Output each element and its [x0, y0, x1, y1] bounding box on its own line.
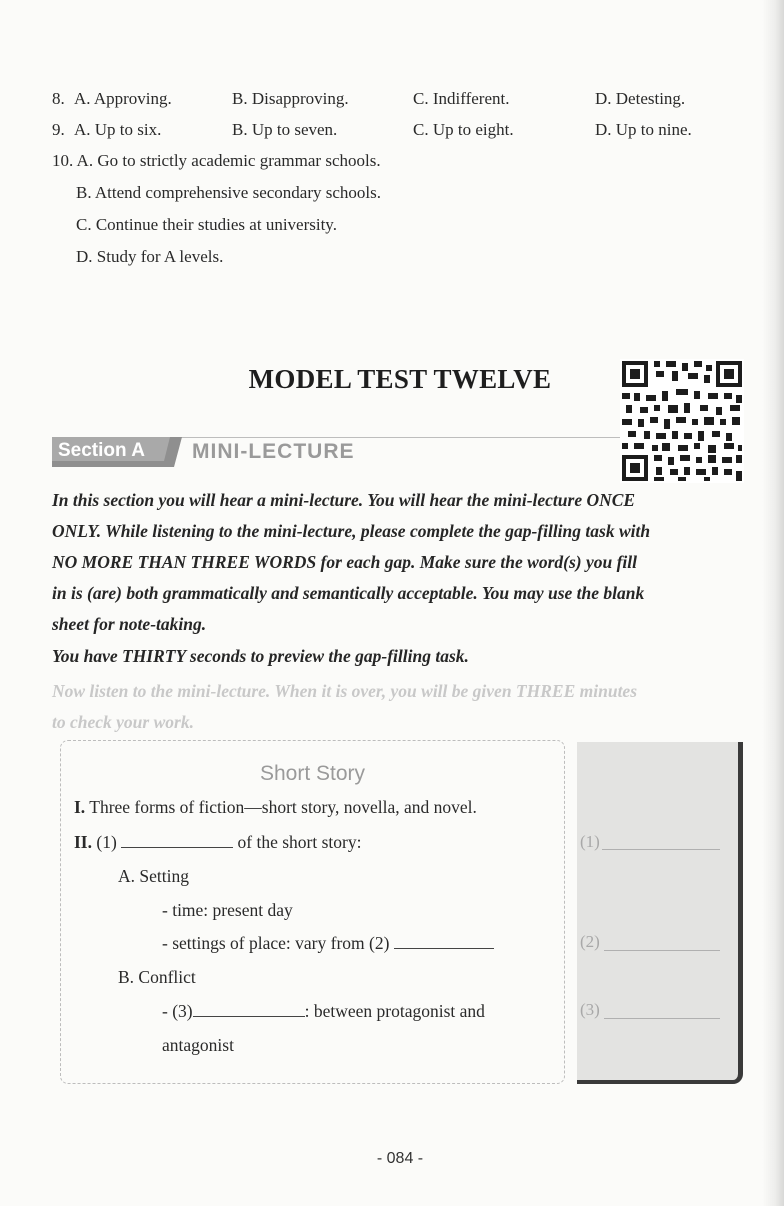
conflict-text: : between protagonist and — [304, 1001, 485, 1021]
item-2-text: of the short story: — [237, 832, 362, 852]
q10-option-c: C. Continue their studies at university. — [76, 215, 337, 234]
gap-filling-task-box — [60, 740, 565, 1084]
conflict-heading: B. Conflict — [118, 967, 196, 987]
side-gap-3: (3) — [580, 1000, 600, 1019]
side-answer-page — [577, 742, 743, 1084]
instruction-line-4: in is (are) both grammatically and semantically acceptable. You may use the blank — [52, 583, 645, 603]
q10-option-b: B. Attend comprehensive secondary schools. — [76, 183, 381, 202]
page-number: - 084 - — [376, 1150, 424, 1167]
qr-code — [620, 359, 744, 483]
q9-option-a: A. Up to six. — [74, 120, 162, 139]
listen-line-1: Now listen to the mini-lecture. When it is over, you will be given THREE minutes — [52, 681, 638, 701]
page-edge-shadow — [762, 0, 784, 1206]
side-gap-3-line — [604, 1018, 720, 1019]
instructions — [52, 485, 752, 640]
item-1-num: I. — [74, 797, 86, 817]
side-gap-1-line — [602, 849, 720, 850]
q8-option-a: A. Approving. — [74, 89, 172, 108]
task-title: Short Story — [259, 762, 366, 785]
conflict-antagonist: antagonist — [162, 1035, 234, 1055]
q9-option-b: B. Up to seven. — [232, 120, 338, 139]
qr-code-graphic — [620, 359, 744, 483]
preview-instruction: You have THIRTY seconds to preview the gap-filling task. — [52, 646, 469, 666]
instruction-line-1: In this section you will hear a mini-lecture. You will hear the mini-lecture ONCE — [52, 490, 636, 510]
gap-3-label: - (3) — [162, 1001, 193, 1021]
side-gap-1: (1) — [580, 832, 600, 851]
section-badge: Section A — [58, 440, 145, 461]
q8-option-c: C. Indifferent. — [413, 89, 510, 108]
gap-2-blank[interactable] — [394, 933, 494, 949]
q8-num: 8. — [52, 89, 65, 108]
q9-num: 9. — [52, 120, 65, 139]
section-divider — [170, 437, 620, 438]
setting-place-text: - settings of place: vary from (2) — [162, 933, 390, 953]
gap-1-blank[interactable] — [121, 832, 233, 848]
conflict-line — [162, 1001, 485, 1022]
gap-1-label: (1) — [96, 832, 117, 852]
q8-option-b: B. Disapproving. — [232, 89, 349, 108]
setting-place — [162, 933, 494, 954]
instruction-line-2: ONLY. While listening to the mini-lecture, please complete the gap-filling task with — [52, 521, 651, 541]
q8-option-d: D. Detesting. — [595, 89, 686, 108]
listen-instruction — [52, 676, 752, 738]
side-gap-2-line — [604, 950, 720, 951]
setting-time: - time: present day — [162, 900, 293, 920]
task-item-1 — [74, 797, 477, 818]
q9-option-c: C. Up to eight. — [413, 120, 514, 139]
setting-heading: A. Setting — [118, 866, 189, 886]
q9-option-d: D. Up to nine. — [595, 120, 692, 139]
item-1-text: Three forms of fiction—short story, novella, and novel. — [89, 797, 477, 817]
listen-line-2: to check your work. — [52, 712, 194, 732]
instruction-line-3: NO MORE THAN THREE WORDS for each gap. Make sure the word(s) you fill — [52, 552, 638, 572]
instruction-line-5: sheet for note-taking. — [52, 614, 207, 634]
item-2-num: II. — [74, 832, 92, 852]
side-gap-2: (2) — [580, 932, 600, 951]
test-title: MODEL TEST TWELVE — [248, 364, 552, 394]
task-item-2 — [74, 832, 361, 853]
q10-option-d: D. Study for A levels. — [76, 247, 224, 266]
q10-option-a: 10. A. Go to strictly academic grammar schools. — [52, 151, 381, 170]
section-title: MINI-LECTURE — [192, 440, 355, 463]
gap-3-blank[interactable] — [193, 1001, 305, 1017]
bleed-through-text-1 — [588, 776, 591, 793]
